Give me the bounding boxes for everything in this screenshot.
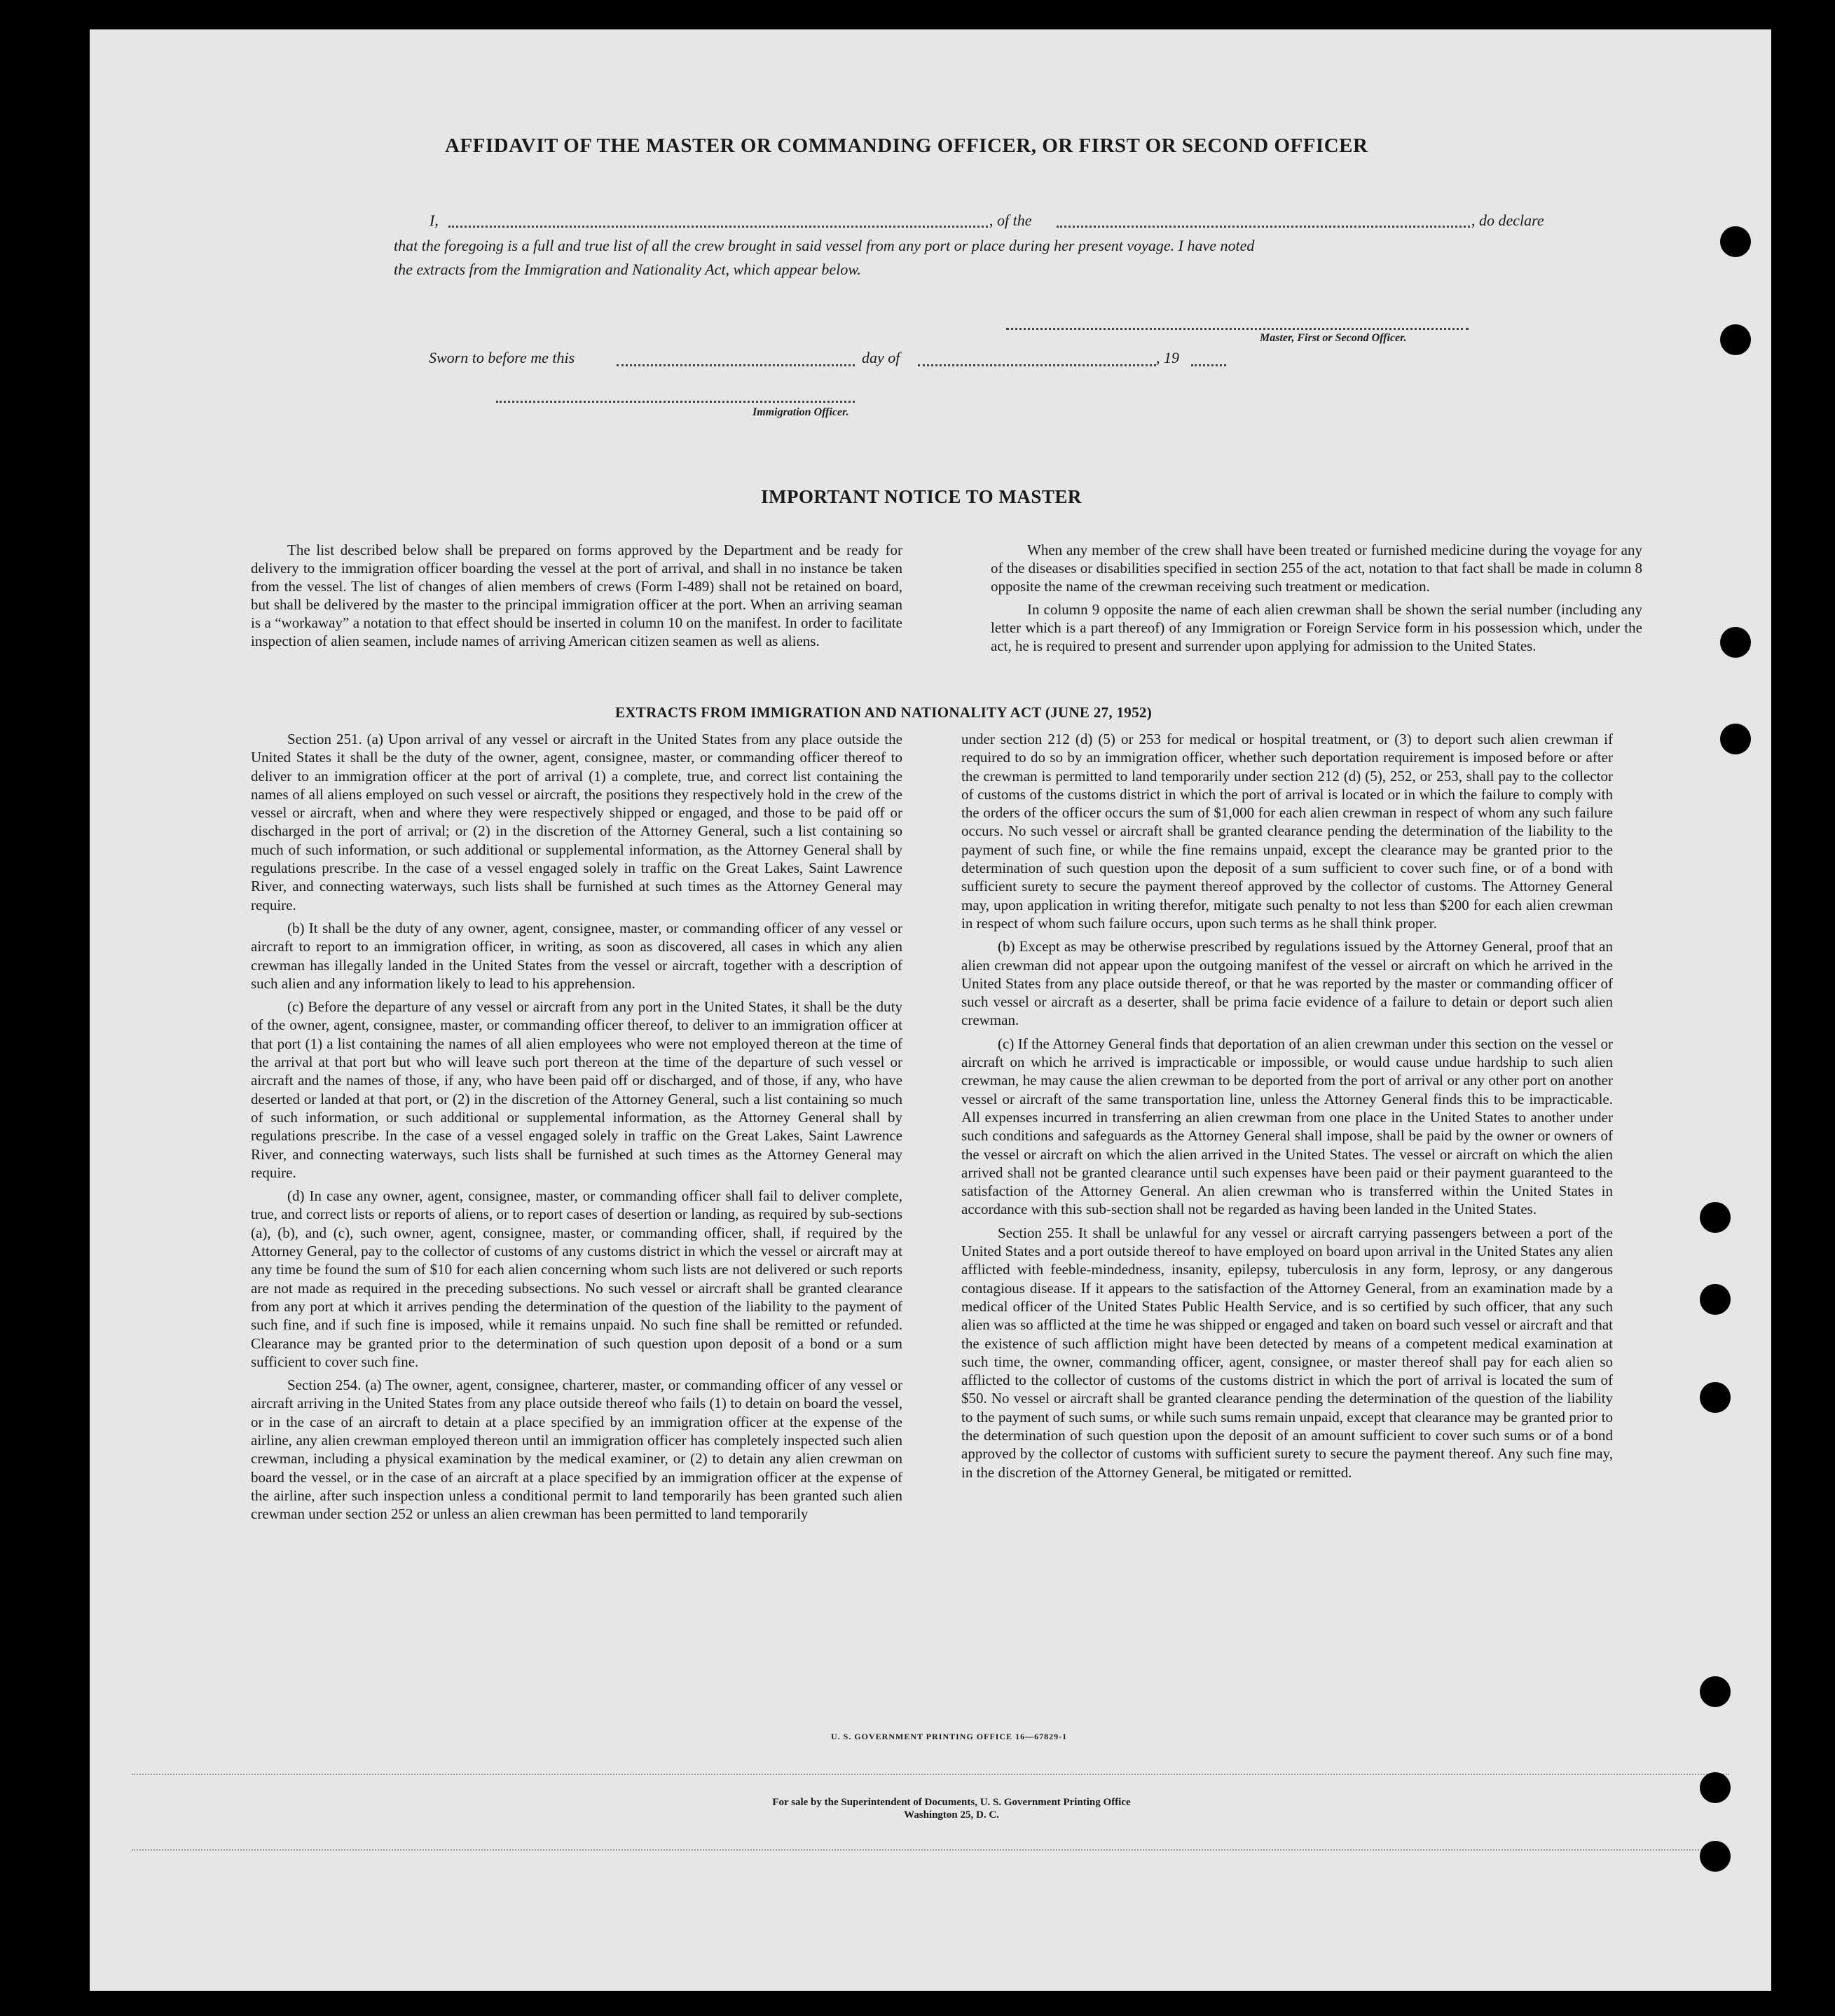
officer-signature-caption: Immigration Officer.: [752, 406, 849, 418]
notice-left-column: [251, 541, 902, 655]
punch-hole: [1700, 1284, 1731, 1315]
notice-right-paragraph-2: In column 9 opposite the name of each alien crewman shall be shown the serial number (including any letter which is a part thereof) of any Immigration or Foreign Service form in his possession which, under the act, he is required to present and surrender upon applying for admission to the United States.: [991, 601, 1642, 654]
extracts-title: EXTRACTS FROM IMMIGRATION AND NATIONALITY ACT (JUNE 27, 1952): [615, 704, 1152, 721]
punch-hole: [1700, 1382, 1731, 1413]
notice-right-paragraph-1: When any member of the crew shall have been treated or furnished medicine during the voyage for any of the diseases or disabilities specified in section 255 of the act, notation to that fact shall be made in column 8 opposite the name of the crewman receiving such treatment or medication.: [991, 541, 1642, 595]
affidavit-line-3: the extracts from the Immigration and Nationality Act, which appear below.: [394, 261, 861, 278]
vessel-blank-line[interactable]: [1057, 226, 1470, 228]
punch-hole: [1700, 1202, 1731, 1233]
affidavit-i-label: I,: [429, 212, 439, 229]
notice-title: IMPORTANT NOTICE TO MASTER: [761, 486, 1082, 507]
sale-notice-line-2: Washington 25, D. C.: [904, 1809, 999, 1821]
divider: [132, 1849, 1729, 1851]
extracts-right-column: [961, 730, 1613, 1486]
punch-hole: [1700, 1841, 1731, 1872]
divider: [132, 1774, 1729, 1775]
sworn-day-blank[interactable]: [617, 364, 855, 366]
section-251-d: (d) In case any owner, agent, consignee, master, or commanding officer shall fail to deliver complete, true, and correct lists or reports of aliens, or to report cases of desertion or landing, as required by sub-sections (a), (b), and (c), such owner, agent, consignee, master, or commanding officer, shall, if required by the Attorney General, pay to the collector of customs of any customs district in which the vessel or aircraft may at any time be found the sum of $10 for each alien concerning whom such lists are not delivered or such reports are not made as required in the preceding subsections. No such vessel or aircraft shall be granted clearance from any port at which it arrives pending the determination of the question of the liability to the payment of such fine, and if such fine is imposed, while it remains unpaid. No such fine shall be remitted or refunded. Clearance may be granted prior to the determination of such question upon deposit of a bond or a sum sufficient to cover such fine.: [251, 1187, 902, 1370]
section-254-b: (b) Except as may be otherwise prescribed by regulations issued by the Attorney General, proof that an alien crewman did not appear upon the outgoing manifest of the vessel or aircraft on which he arrived in the United States from any place outside thereof, or that he was reported by the master or commanding officer of such vessel or aircraft as a deserter, shall be prima facie evidence of a failure to detain or deport such alien crewman.: [961, 938, 1613, 1029]
punch-hole: [1700, 1676, 1731, 1707]
punch-hole: [1700, 1772, 1731, 1803]
day-of-label: day of: [862, 349, 900, 366]
affidavit-do-declare: , do declare: [1471, 212, 1544, 229]
affidavit-line-2: that the foregoing is a full and true list of all the crew brought in said vessel from any port or place during her present voyage. I have noted: [394, 237, 1255, 254]
section-254-c: (c) If the Attorney General finds that deportation of an alien crewman under this section on the vessel or aircraft on which he arrived is impracticable or impossible, or would cause undue hardship to such alien crewman, he may cause the alien crewman to be deported from the port of arrival or any other port on another vessel or aircraft of the same transportation line, unless the Attorney General finds this to be impracticable. All expenses incurred in transferring an alien crewman from one place in the United States to another under such conditions and safeguards as the Attorney General shall impose, shall be paid by the owner or owners of the vessel or aircraft on which the alien arrived in the United States. The vessel or aircraft on which the alien arrived shall not be granted clearance until such expenses have been paid or their payment guaranteed to the satisfaction of the Attorney General. An alien crewman who is transferred within the United States in accordance with this sub-section shall not be regarded as having been landed in the United States.: [961, 1035, 1613, 1218]
section-251-b: (b) It shall be the duty of any owner, agent, consignee, master, or commanding officer of any vessel or aircraft to report to an immigration officer, in writing, as soon as discovered, all cases in which any alien crewman has illegally landed in the United States from the vessel or aircraft, together with a description of such alien and any information likely to lead to his apprehension.: [251, 919, 902, 992]
section-254-a: Section 254. (a) The owner, agent, consignee, charterer, master, or commanding officer of any vessel or aircraft arriving in the United States from any place outside thereof who fails (1) to detain on board the vessel, or in the case of an aircraft to detain at a place specified by an immigration officer at the expense of the airline, any alien crewman employed thereon until an immigration officer has completely inspected such alien crewman, including a physical examination by the medical examiner, or (2) to detain any alien crewman on board the vessel, or in the case of an aircraft at a place specified by an immigration officer at the expense of the airline, after such inspection unless a conditional permit to land temporarily has been granted such alien crewman under section 252 or unless an alien crewman has been permitted to land temporarily: [251, 1376, 902, 1523]
affidavit-of-the: , of the: [989, 212, 1032, 229]
gpo-print-code: U. S. GOVERNMENT PRINTING OFFICE 16—67829-1: [831, 1732, 1068, 1741]
affidavit-title: AFFIDAVIT OF THE MASTER OR COMMANDING OFFICER, OR FIRST OR SECOND OFFICER: [445, 134, 1368, 157]
sworn-month-blank[interactable]: [918, 364, 1156, 366]
name-blank-line[interactable]: [448, 226, 988, 228]
section-251-c: (c) Before the departure of any vessel or aircraft from any port in the United States, it shall be the duty of the owner, agent, consignee, master, or commanding officer thereof, to deliver to an immigration officer at that port (1) a list containing the names of all alien employees who were not employed thereon at the time of the arrival at that port but who will leave such port thereon at the time of the departure of such vessel or aircraft and the names of those, if any, who have been paid off or discharged, and of those, if any, who have deserted or landed at that port, or (2) in the discretion of the Attorney General, such a list containing so much of such information, or such additional or supplemental information, as the Attorney General shall by regulations prescribe. In the case of a vessel engaged solely in traffic on the Great Lakes, Saint Lawrence River, and connecting waterways, such lists shall be furnished at such times as the Attorney General may require.: [251, 998, 902, 1181]
notice-right-column: [991, 541, 1642, 660]
document-page: [90, 29, 1771, 1991]
punch-hole: [1720, 324, 1751, 355]
notice-left-paragraph: The list described below shall be prepared on forms approved by the Department and be ready for delivery to the immigration officer boarding the vessel at the port of arrival, and shall in no instance be taken from the vessel. The list of changes of alien members of crews (Form I-489) shall not be retained on board, but shall be delivered by the master to the principal immigration officer at the port. When an arriving seaman is a “workaway” a notation to that effect should be inserted in column 10 on the manifest. In order to facilitate inspection of alien seamen, include names of arriving American citizen seamen as well as aliens.: [251, 541, 902, 649]
section-255: Section 255. It shall be unlawful for any vessel or aircraft carrying passengers between a port of the United States and a port outside thereof to have employed on board upon arrival in the United States any alien afflicted with feeble-mindedness, insanity, epilepsy, tuberculosis in any form, leprosy, or any dangerous contagious disease. If it appears to the satisfaction of the Attorney General, from an examination made by a medical officer of the United States Public Health Service, and is so certified by such officer, that any such alien was so afflicted at the time he was shipped or engaged and taken on board such vessel or aircraft and that the existence of such affliction might have been detected by means of a competent medical examination at such time, the owner, commanding officer, agent, consignee, or master thereof shall pay for each alien so afflicted to the collector of customs of the customs district in which the port of arrival is located the sum of $50. No vessel or aircraft shall be granted clearance pending the determination of the question of the liability to the payment of such sums, or while such sums remain unpaid, except that clearance may be granted prior to the determination of such question upon the deposit of an amount sufficient to cover such sums or of a bond approved by the collector of customs with sufficient surety to secure the payment thereof. Any such fine may, in the discretion of the Attorney General, be mitigated or remitted.: [961, 1224, 1613, 1481]
master-signature-caption: Master, First or Second Officer.: [1260, 332, 1407, 344]
extracts-left-column: [251, 730, 902, 1528]
sale-notice: [699, 1796, 1204, 1821]
officer-signature-line[interactable]: [496, 401, 855, 403]
sworn-label: Sworn to before me this: [429, 349, 575, 366]
sworn-year-blank[interactable]: [1191, 364, 1226, 366]
sale-notice-line-1: For sale by the Superintendent of Documents, U. S. Government Printing Office: [772, 1797, 1131, 1808]
year-label: , 19: [1156, 349, 1179, 366]
punch-hole: [1720, 724, 1751, 754]
section-251-a: Section 251. (a) Upon arrival of any vessel or aircraft in the United States from any place outside the United States it shall be the duty of the owner, agent, consignee, master, or commanding officer thereof to deliver to an immigration officer at the port of arrival (1) a complete, true, and correct list containing the names of all aliens employed on such vessel or aircraft, the positions they respectively hold in the crew of the vessel or aircraft, when and where they were respectively shipped or engaged, and those to be paid off or discharged in the port of arrival; or (2) in the discretion of the Attorney General, such a list containing so much of such information, or such additional or supplemental information, as the Attorney General shall by regulations prescribe. In the case of a vessel engaged solely in traffic on the Great Lakes, Saint Lawrence River, and connecting waterways, such lists shall be furnished at such times as the Attorney General may require.: [251, 731, 902, 913]
punch-hole: [1720, 226, 1751, 257]
section-254-a-continued: under section 212 (d) (5) or 253 for medical or hospital treatment, or (3) to deport such alien crewman if required to do so by an immigration officer, whether such deportation requirement is imposed before or after the crewman is permitted to land temporarily under section 212 (d) (5), 252, or 253, shall pay to the collector of customs of the customs district in which the port of arrival is located or in which the failure to comply with the orders of the officer occurs the sum of $1,000 for each alien crewman in respect of whom any such failure occurs. No such vessel or aircraft shall be granted clearance pending the determination of the liability to the payment of such fine, or while the fine remains unpaid, except the clearance may be granted prior to the determination of such question upon the deposit of a sum sufficient to cover such fine, or of a bond with sufficient surety to secure the payment thereof approved by the collector of customs. The Attorney General may, upon application in writing therefor, mitigate such penalty to not less than $200 for each alien crewman in respect of whom such failure occurs, upon such terms as he shall think proper.: [961, 731, 1613, 932]
master-signature-line[interactable]: [1006, 328, 1469, 330]
punch-hole: [1720, 627, 1751, 658]
